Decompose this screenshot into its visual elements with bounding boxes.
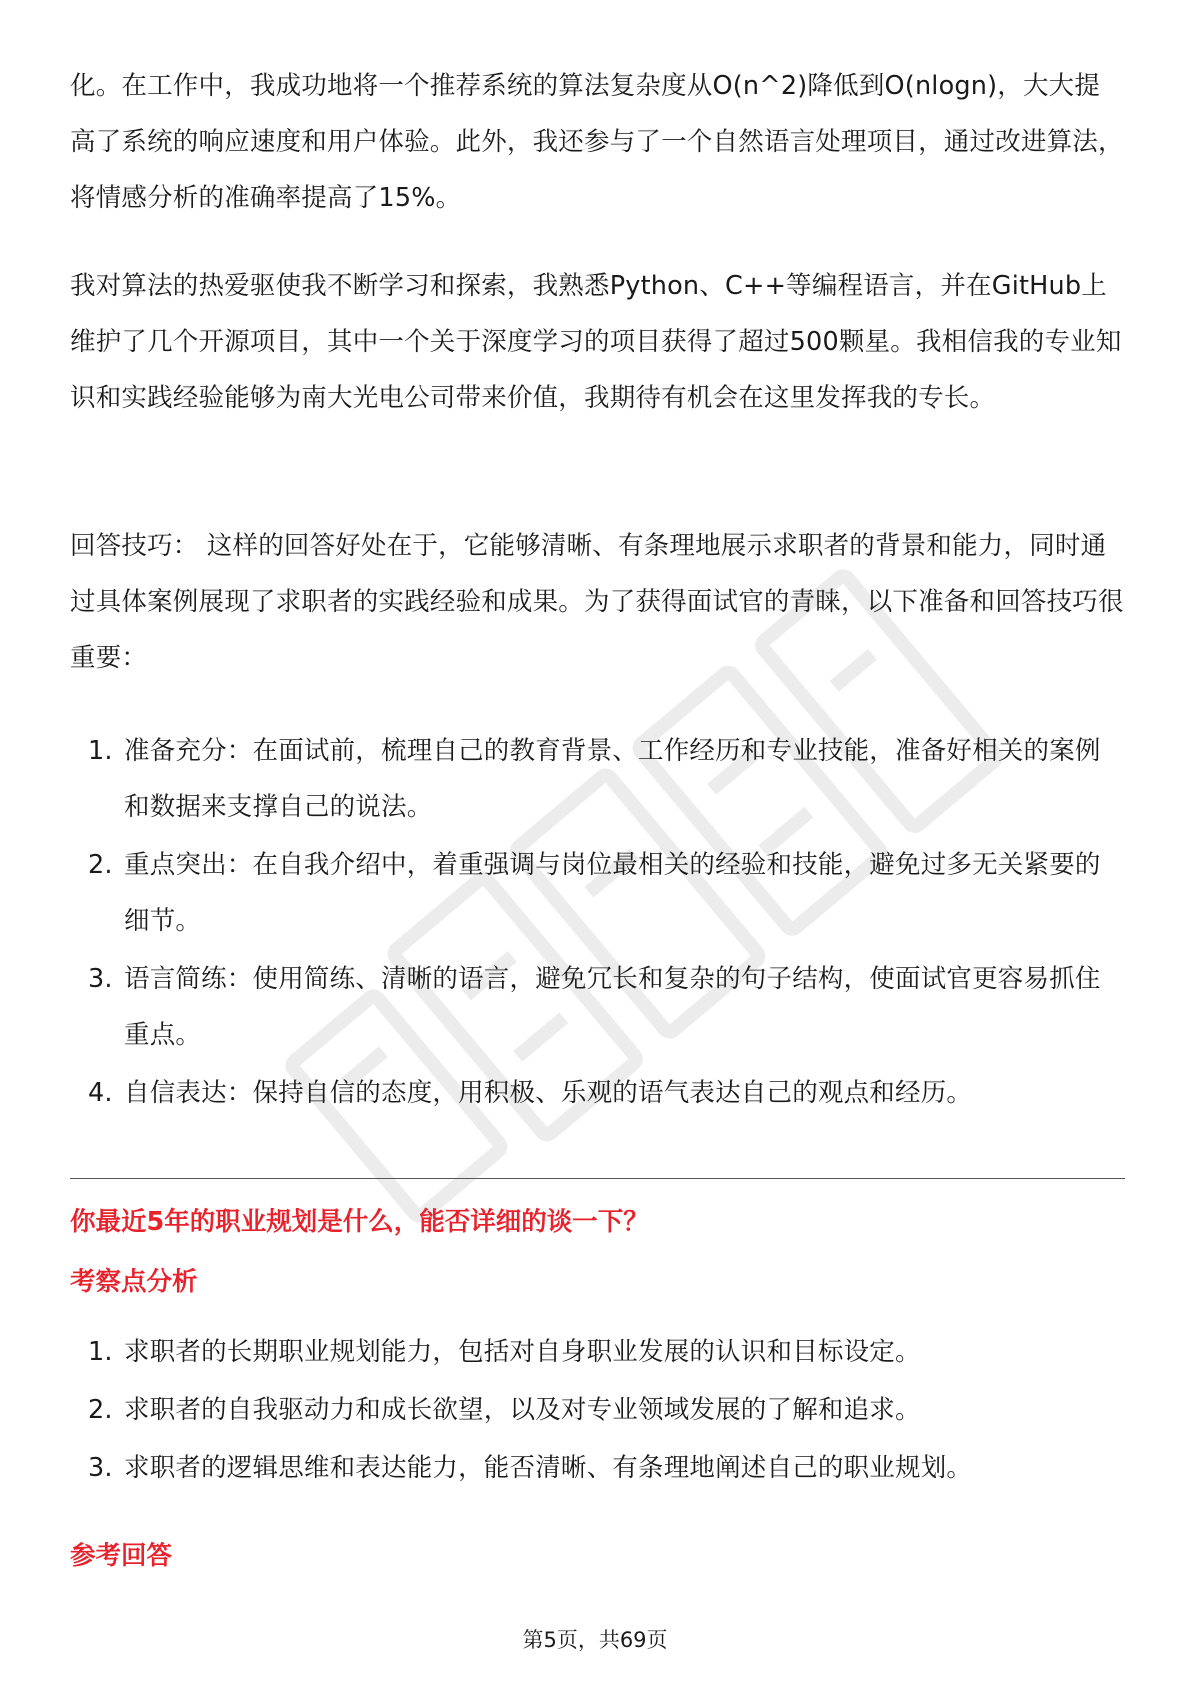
section-divider [70, 1178, 1125, 1179]
list-item: 2. 重点突出：在自我介绍中，着重强调与岗位最相关的经验和技能，避免过多无关紧要的细节。 [88, 850, 1101, 936]
question-heading: 你最近5年的职业规划是什么，能否详细的谈一下？ [70, 1207, 649, 1237]
answer-tips-paragraph: 回答技巧： 这样的回答好处在于，它能够清晰、有条理地展示求职者的背景和能力，同时通过具体案例展现了求职者的实践经验和成果。为了获得面试官的青睐，以下准备和回答技巧很重要： [70, 531, 1124, 673]
body-paragraph-2: 我对算法的热爱驱使我不断学习和探索，我熟悉Python、C++等编程语言，并在GitHub上维护了几个开源项目，其中一个关于深度学习的项目获得了超过500颗星。我相信我的专业知识和实践经验能够为南大光电公司带来价值，我期待有机会在这里发挥我的专长。 [70, 271, 1122, 413]
list-item: 1. 求职者的长期职业规划能力，包括对自身职业发展的认识和目标设定。 [88, 1337, 921, 1367]
analysis-heading: 考察点分析 [70, 1267, 198, 1297]
list-item: 4. 自信表达：保持自信的态度，用积极、乐观的语气表达自己的观点和经历。 [88, 1078, 973, 1108]
tips-list [70, 723, 1125, 1121]
page-number-footer: 第5页，共69页 [522, 1628, 668, 1652]
list-item: 3. 求职者的逻辑思维和表达能力，能否清晰、有条理地阐述自己的职业规划。 [88, 1453, 973, 1483]
reference-answer-heading: 参考回答 [70, 1541, 173, 1571]
analysis-points-list [70, 1324, 1125, 1496]
list-item: 1. 准备充分：在面试前，梳理自己的教育背景、工作经历和专业技能，准备好相关的案例和数据来支撑自己的说法。 [88, 736, 1101, 822]
list-item: 3. 语言简练：使用简练、清晰的语言，避免冗长和复杂的句子结构，使面试官更容易抓住重点。 [88, 964, 1101, 1050]
body-paragraph-1: 化。在工作中，我成功地将一个推荐系统的算法复杂度从O(n^2)降低到O(nlogn)，大大提高了系统的响应速度和用户体验。此外，我还参与了一个自然语言处理项目，通过改进算法，将情感分析的准确率提高了15%。 [70, 71, 1124, 213]
list-item: 2. 求职者的自我驱动力和成长欲望，以及对专业领域发展的了解和追求。 [88, 1395, 921, 1425]
